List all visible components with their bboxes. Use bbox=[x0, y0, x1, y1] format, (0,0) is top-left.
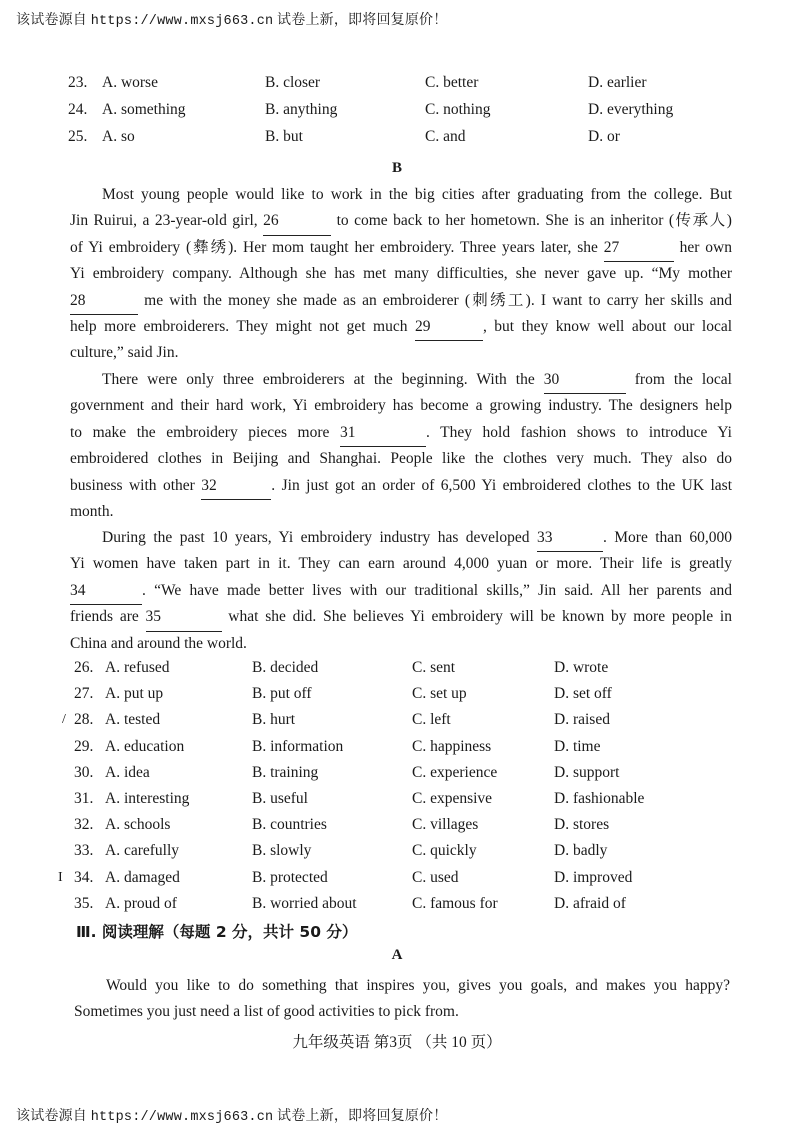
option-a: A. schools bbox=[105, 816, 171, 834]
watermark-tail: 试卷上新，即将回复原价！ bbox=[277, 1109, 448, 1124]
option-d: D. set off bbox=[554, 685, 612, 703]
option-b: B. closer bbox=[265, 74, 321, 91]
option-d: D. raised bbox=[554, 711, 610, 729]
option-a: A. refused bbox=[105, 659, 170, 676]
option-d: D. badly bbox=[554, 842, 608, 860]
passage-line: China and around the world. bbox=[70, 634, 247, 652]
option-c: C. quickly bbox=[412, 842, 477, 860]
option-d: D. afraid of bbox=[554, 894, 626, 912]
question-number: 28. bbox=[74, 711, 94, 729]
passage-line: culture,” said Jin. bbox=[70, 344, 179, 362]
option-c: C. and bbox=[425, 128, 466, 145]
watermark-label: 该试卷源自 bbox=[16, 13, 87, 28]
passage-line bbox=[70, 578, 732, 604]
passage-line bbox=[70, 604, 732, 630]
option-a: A. interesting bbox=[105, 790, 190, 807]
question-number: 23. bbox=[68, 74, 88, 91]
blank-27: 27 bbox=[604, 235, 674, 262]
passage-line bbox=[70, 420, 732, 446]
question-number: 31. bbox=[74, 790, 94, 807]
watermark-url[interactable]: https://www.mxsj663.cn bbox=[90, 14, 274, 29]
line-text: . “We have made better lives with our traditional skills,” Jin said. All her parents and bbox=[142, 581, 732, 599]
blank-29: 29 bbox=[415, 314, 483, 341]
question-number: 33. bbox=[74, 842, 94, 860]
watermark-footer bbox=[16, 1105, 447, 1125]
line-text: There were only three embroiderers at the beginning. With the bbox=[102, 371, 544, 388]
line-text: . They hold fashion shows to introduce Yi bbox=[425, 423, 732, 441]
option-b: B. useful bbox=[252, 790, 308, 807]
passage-line bbox=[70, 208, 732, 234]
option-row bbox=[0, 738, 794, 762]
option-a: A. carefully bbox=[105, 842, 180, 860]
option-row bbox=[0, 895, 794, 919]
blank-35: 35 bbox=[146, 604, 222, 631]
line-text: to come back to her hometown. She is an inheritor (传承人) bbox=[331, 212, 732, 230]
option-row bbox=[0, 101, 794, 125]
option-row bbox=[0, 790, 794, 814]
option-d: D. support bbox=[554, 763, 620, 781]
passage-line: Sometimes you just need a list of good activities to pick from. bbox=[74, 1003, 459, 1021]
line-text: from the local bbox=[625, 371, 732, 388]
option-c: C. set up bbox=[412, 685, 467, 703]
line-text: what she did. She believes Yi embroidery will be known by more people in bbox=[221, 608, 732, 626]
option-row bbox=[0, 128, 794, 152]
option-d: D. time bbox=[554, 737, 601, 755]
option-b: B. put off bbox=[252, 685, 312, 703]
option-b: B. slowly bbox=[252, 842, 312, 860]
option-c: C. better bbox=[425, 74, 479, 91]
question-number: 29. bbox=[74, 737, 94, 755]
section-a-title: A bbox=[391, 947, 403, 963]
option-d: D. improved bbox=[554, 868, 633, 886]
line-text: help more embroiderers. They might not get much bbox=[70, 317, 415, 335]
passage-line bbox=[70, 367, 732, 393]
option-c: C. experience bbox=[412, 763, 498, 781]
option-a: A. so bbox=[102, 128, 135, 145]
option-a: A. damaged bbox=[105, 868, 180, 886]
line-text: . Jin just got an order of 6,500 Yi embroidered clothes to the UK last bbox=[271, 476, 732, 494]
line-text: her own bbox=[673, 238, 732, 256]
section-3-heading: Ⅲ. 阅读理解（每题 2 分，共计 50 分） bbox=[76, 923, 358, 941]
option-b: B. decided bbox=[252, 659, 319, 676]
option-a: A. something bbox=[102, 101, 186, 118]
option-d: D. everything bbox=[588, 101, 674, 118]
passage-line bbox=[70, 235, 732, 261]
option-d: D. fashionable bbox=[554, 790, 645, 807]
option-b: B. but bbox=[265, 128, 303, 145]
option-row bbox=[0, 711, 794, 735]
option-row bbox=[0, 764, 794, 788]
question-number: 34. bbox=[74, 868, 94, 886]
passage-line: Most young people would like to work in the big cities after graduating from the college. But bbox=[102, 186, 732, 203]
line-text: of Yi embroidery (彝绣). Her mom taught her embroidery. Three years later, she bbox=[70, 238, 604, 256]
option-b: B. hurt bbox=[252, 711, 296, 729]
passage-line: government and their hard work, Yi embroidery has become a growing industry. The designers help bbox=[70, 397, 732, 415]
option-d: D. or bbox=[588, 128, 620, 145]
option-row bbox=[0, 659, 794, 683]
option-b: B. protected bbox=[252, 868, 328, 886]
option-c: C. expensive bbox=[412, 790, 493, 807]
option-row bbox=[0, 816, 794, 840]
option-c: C. sent bbox=[412, 659, 456, 676]
watermark-header bbox=[16, 9, 447, 29]
passage-line: Yi women have taken part in it. They can earn around 4,000 yuan or more. Their life is greatly bbox=[70, 555, 732, 573]
question-number: 32. bbox=[74, 816, 94, 834]
option-row bbox=[0, 685, 794, 709]
option-a: A. put up bbox=[105, 685, 164, 703]
option-b: B. training bbox=[252, 763, 319, 781]
passage-line: Yi embroidery company. Although she has met many difficulties, she never gave up. “My mother bbox=[70, 265, 732, 283]
passage-a bbox=[74, 973, 730, 1026]
question-number: 27. bbox=[74, 685, 94, 703]
section-b-title: B bbox=[391, 160, 402, 176]
question-number: 30. bbox=[74, 763, 94, 781]
line-text: to make the embroidery pieces more bbox=[70, 423, 340, 441]
option-a: A. proud of bbox=[105, 894, 177, 912]
line-text: During the past 10 years, Yi embroidery industry has developed bbox=[102, 529, 537, 546]
watermark-label: 该试卷源自 bbox=[16, 1109, 87, 1124]
margin-mark-34: I bbox=[58, 870, 63, 885]
page-footer: 九年级英语 第3页 （共 10 页） bbox=[292, 1034, 502, 1051]
blank-30: 30 bbox=[544, 367, 626, 394]
question-number: 25. bbox=[68, 128, 88, 145]
line-text: . More than 60,000 bbox=[602, 529, 733, 546]
passage-line: Would you like to do something that inspires you, gives you goals, and makes you happy? bbox=[106, 977, 730, 994]
passage-line bbox=[70, 314, 732, 340]
option-b: B. worried about bbox=[252, 894, 357, 912]
question-number: 24. bbox=[68, 101, 88, 118]
option-row bbox=[0, 74, 794, 98]
option-b: B. anything bbox=[265, 101, 338, 118]
margin-mark-28: / bbox=[62, 712, 66, 727]
passage-line: month. bbox=[70, 502, 114, 520]
option-b: B. countries bbox=[252, 816, 327, 834]
option-row bbox=[0, 842, 794, 866]
passage-b-paragraph-1 bbox=[70, 182, 732, 367]
option-a: A. worse bbox=[102, 74, 158, 91]
option-b: B. information bbox=[252, 737, 344, 755]
option-d: D. stores bbox=[554, 816, 610, 834]
watermark-url[interactable]: https://www.mxsj663.cn bbox=[90, 1110, 274, 1125]
passage-line: embroidered clothes in Beijing and Shanghai. People like the clothes very much. They also do bbox=[70, 450, 732, 468]
line-text: Jin Ruirui, a 23-year-old girl, bbox=[70, 212, 264, 230]
option-d: D. wrote bbox=[554, 659, 609, 676]
blank-26: 26 bbox=[263, 208, 331, 235]
option-a: A. tested bbox=[105, 711, 161, 729]
passage-b-paragraph-3 bbox=[70, 525, 732, 657]
line-text: me with the money she made as an embroiderer (刺绣工). I want to carry her skills and bbox=[138, 291, 732, 309]
line-text: friends are bbox=[70, 608, 146, 626]
option-c: C. famous for bbox=[412, 894, 498, 912]
question-number: 26. bbox=[74, 659, 94, 676]
option-a: A. idea bbox=[105, 763, 150, 781]
blank-34: 34 bbox=[70, 578, 142, 605]
option-c: C. nothing bbox=[425, 101, 491, 118]
option-c: C. happiness bbox=[412, 737, 492, 755]
blank-28: 28 bbox=[70, 288, 138, 315]
watermark-tail: 试卷上新，即将回复原价！ bbox=[277, 13, 448, 28]
option-d: D. earlier bbox=[588, 74, 647, 91]
line-text: business with other bbox=[70, 476, 202, 494]
blank-33: 33 bbox=[537, 525, 603, 552]
option-c: C. used bbox=[412, 868, 459, 886]
passage-line bbox=[70, 288, 732, 314]
passage-line bbox=[70, 473, 732, 499]
passage-line bbox=[70, 525, 732, 551]
blank-31: 31 bbox=[340, 420, 426, 447]
option-a: A. education bbox=[105, 737, 185, 755]
option-row bbox=[0, 869, 794, 893]
question-number: 35. bbox=[74, 894, 94, 912]
line-text: , but they know well about our local bbox=[482, 317, 733, 335]
option-c: C. left bbox=[412, 711, 451, 729]
option-c: C. villages bbox=[412, 816, 479, 834]
blank-32: 32 bbox=[201, 473, 271, 500]
passage-b-paragraph-2 bbox=[70, 367, 732, 525]
